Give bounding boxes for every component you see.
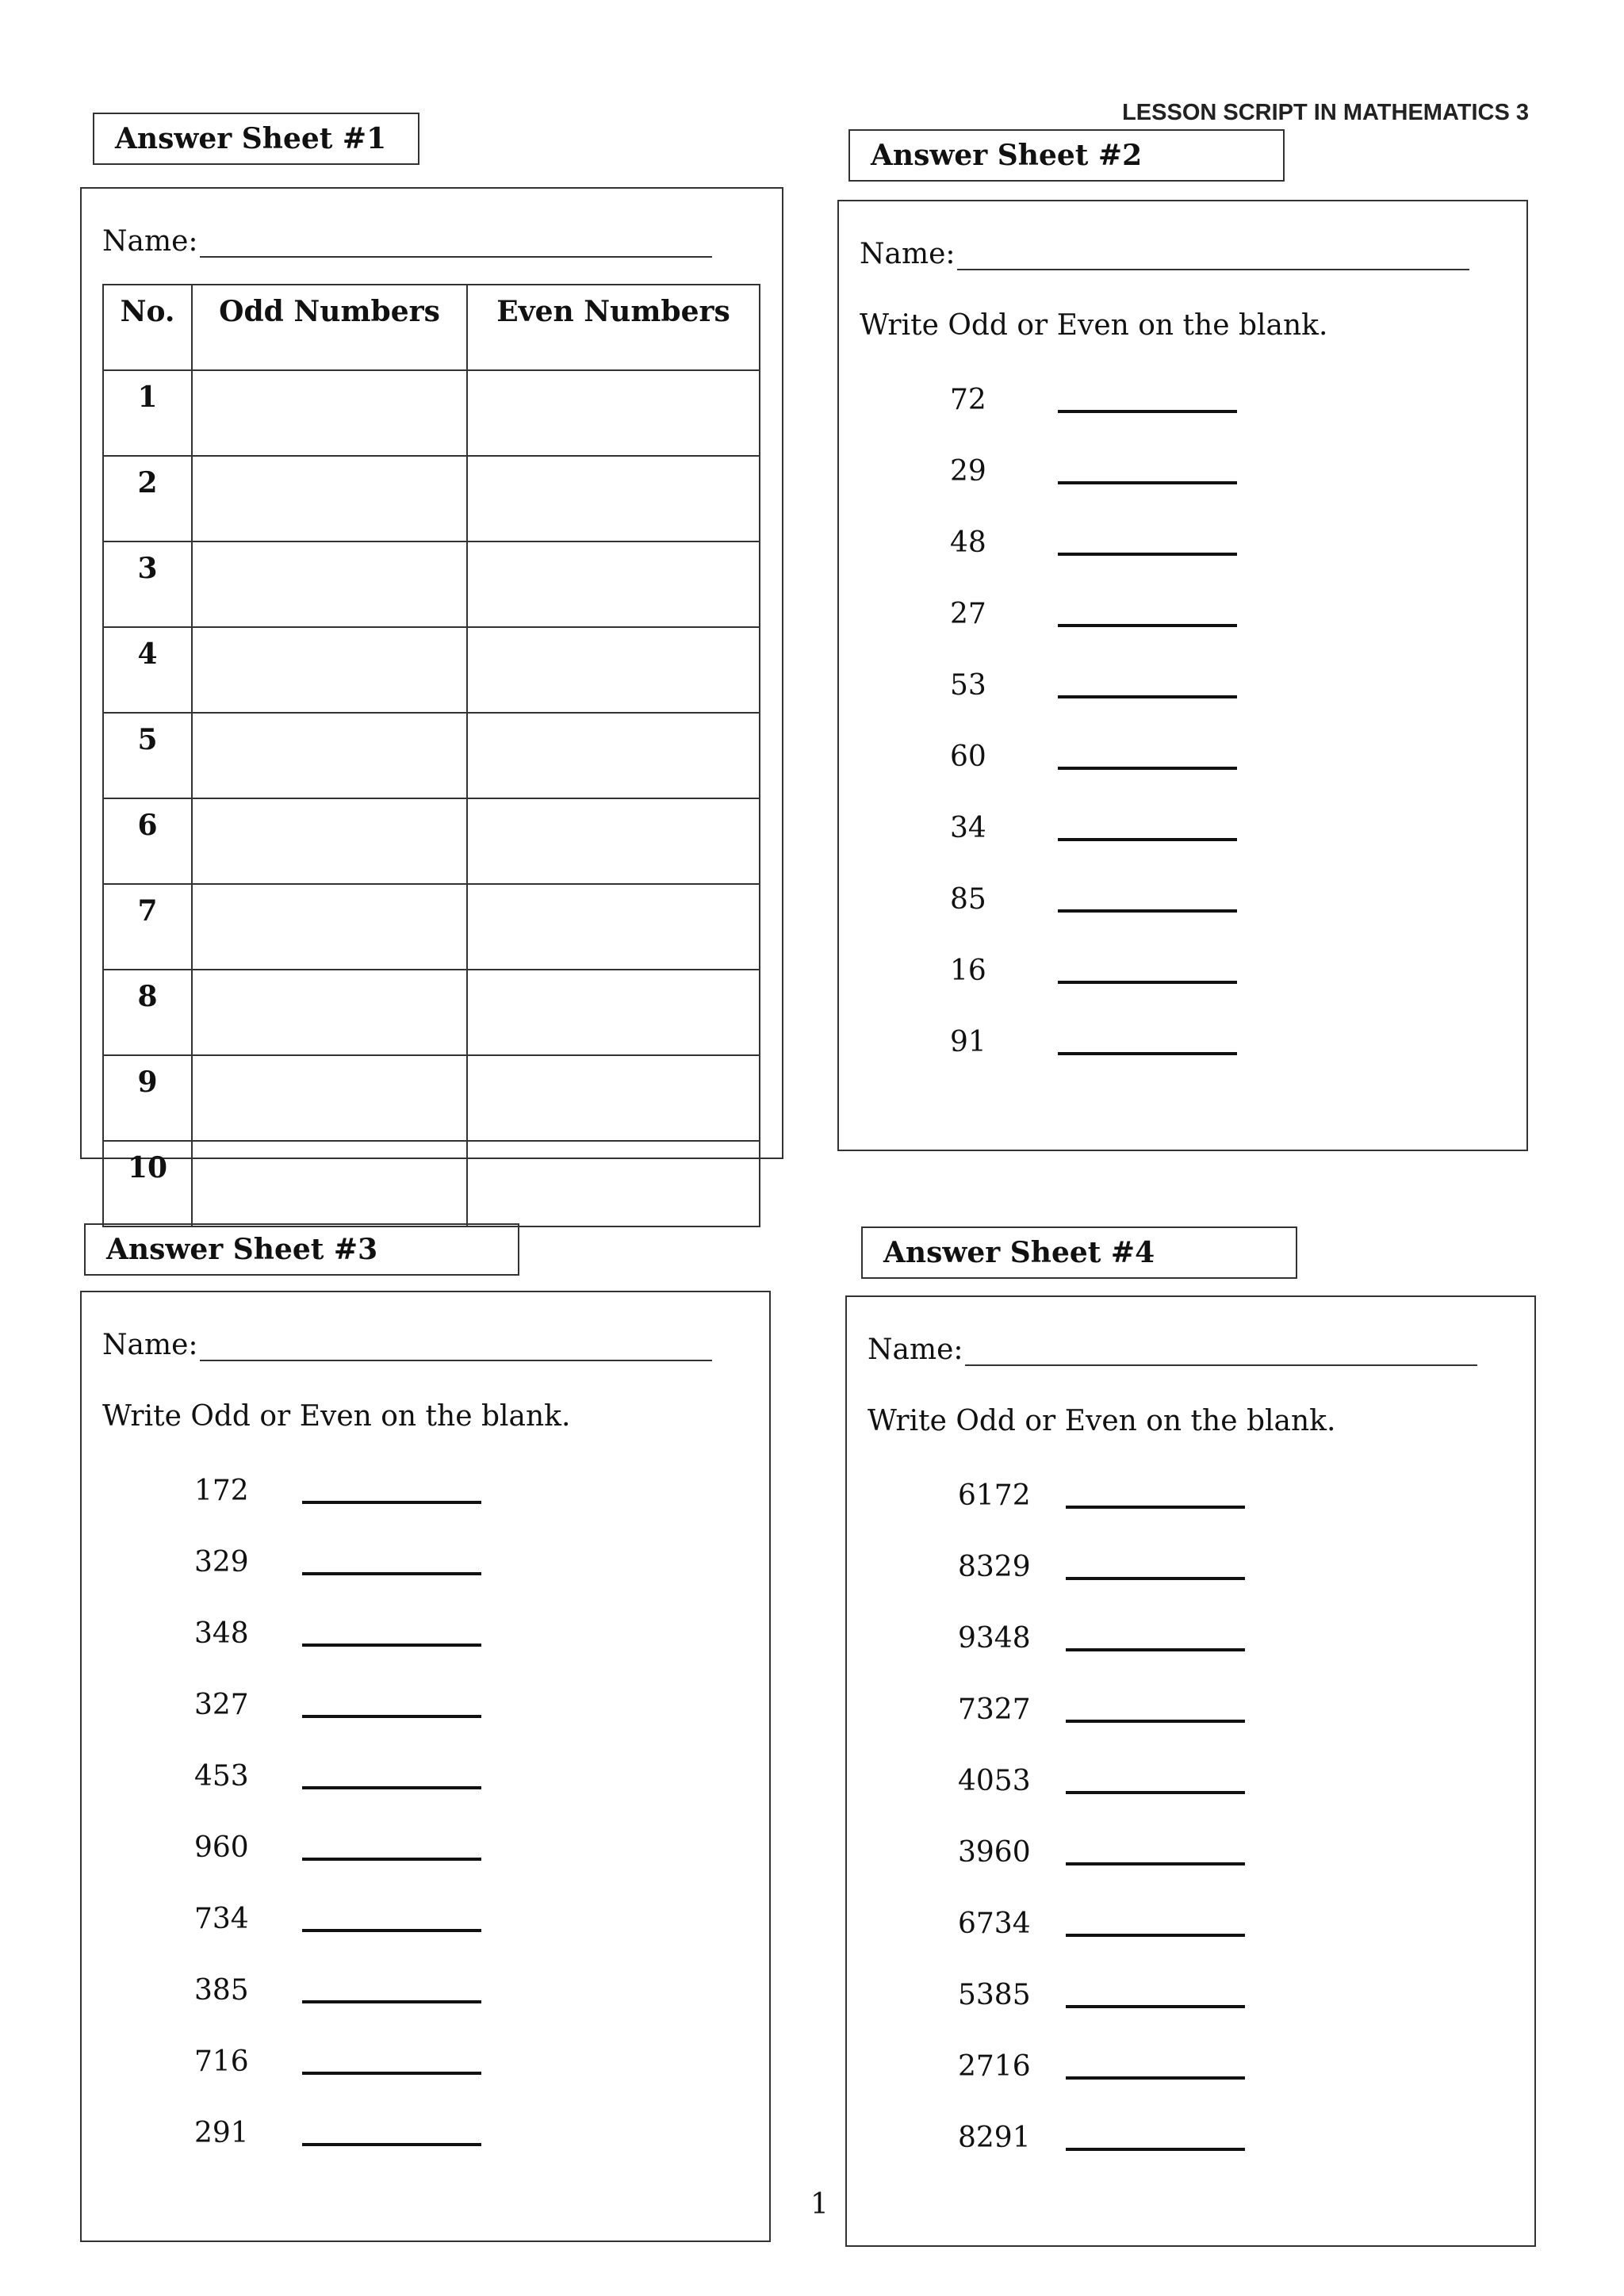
column-header-no: No.: [103, 285, 192, 370]
question-number: 291: [194, 2116, 249, 2149]
odd-number-cell[interactable]: [192, 970, 467, 1055]
odd-number-cell[interactable]: [192, 456, 467, 541]
answer-blank[interactable]: [302, 1762, 481, 1789]
question-item: [194, 1823, 481, 1871]
name-label: Name:: [102, 1329, 198, 1361]
question-item: [950, 1018, 1237, 1066]
instruction-text: Write Odd or Even on the blank.: [102, 1400, 571, 1433]
question-number: 172: [194, 1474, 249, 1507]
table-row: [103, 541, 760, 627]
table-row: [103, 798, 760, 884]
page-number: 1: [810, 2188, 829, 2221]
question-item: [194, 1681, 481, 1728]
even-number-cell[interactable]: [467, 713, 760, 798]
question-number: 34: [950, 811, 986, 844]
answer-blank[interactable]: [302, 2048, 481, 2075]
odd-even-table: [102, 284, 760, 1227]
answer-blank[interactable]: [302, 1834, 481, 1861]
answer-blank[interactable]: [1058, 743, 1237, 770]
question-item: [194, 1752, 481, 1800]
question-number: 91: [950, 1025, 986, 1058]
odd-number-cell[interactable]: [192, 798, 467, 884]
odd-number-cell[interactable]: [192, 627, 467, 713]
answer-sheet-4: [845, 1295, 1536, 2247]
question-item: [958, 1828, 1245, 1876]
question-number: 327: [194, 1688, 249, 1721]
question-item: [958, 1543, 1245, 1590]
row-number: 6: [103, 798, 192, 884]
answer-sheet-4-title: Answer Sheet #4: [861, 1226, 1297, 1279]
row-number: 8: [103, 970, 192, 1055]
question-item: [950, 376, 1237, 423]
answer-sheet-2: [837, 200, 1528, 1151]
even-number-cell[interactable]: [467, 1141, 760, 1226]
odd-number-cell[interactable]: [192, 541, 467, 627]
answer-blank[interactable]: [302, 1976, 481, 2003]
answer-blank[interactable]: [1066, 1910, 1245, 1937]
question-number: 7327: [958, 1693, 1031, 1726]
question-item: [950, 947, 1237, 994]
question-number: 329: [194, 1545, 249, 1578]
table-row: [103, 884, 760, 970]
name-field[interactable]: [200, 1334, 712, 1361]
answer-blank[interactable]: [302, 1477, 481, 1504]
table-row: [103, 1055, 760, 1141]
question-number: 8291: [958, 2121, 1031, 2154]
question-item: [958, 1614, 1245, 1662]
question-number: 3960: [958, 1835, 1031, 1869]
answer-blank[interactable]: [1058, 886, 1237, 913]
odd-number-cell[interactable]: [192, 713, 467, 798]
answer-sheet-3: [80, 1291, 771, 2242]
question-number: 60: [950, 740, 986, 773]
name-row: [860, 238, 1469, 270]
row-number: 10: [103, 1141, 192, 1226]
answer-blank[interactable]: [302, 1620, 481, 1647]
answer-blank[interactable]: [302, 1905, 481, 1932]
answer-blank[interactable]: [1058, 957, 1237, 984]
even-number-cell[interactable]: [467, 370, 760, 456]
name-row: [102, 225, 712, 258]
table-row: [103, 627, 760, 713]
answer-blank[interactable]: [1058, 600, 1237, 627]
question-item: [950, 733, 1237, 780]
question-number: 8329: [958, 1550, 1031, 1583]
question-item: [194, 1895, 481, 1942]
table-row: [103, 970, 760, 1055]
question-number: 6734: [958, 1907, 1031, 1940]
answer-blank[interactable]: [1066, 1482, 1245, 1509]
name-field[interactable]: [200, 231, 712, 258]
answer-blank[interactable]: [1058, 672, 1237, 698]
table-row: [103, 713, 760, 798]
answer-blank[interactable]: [1058, 386, 1237, 413]
even-number-cell[interactable]: [467, 541, 760, 627]
question-number: 5385: [958, 1978, 1031, 2011]
answer-blank[interactable]: [1066, 1696, 1245, 1723]
question-number: 960: [194, 1831, 249, 1864]
question-number: 453: [194, 1759, 249, 1793]
question-number: 72: [950, 383, 986, 416]
question-item: [194, 1467, 481, 1514]
answer-blank[interactable]: [302, 2119, 481, 2146]
answer-blank[interactable]: [1066, 2053, 1245, 2080]
instruction-text: Write Odd or Even on the blank.: [860, 309, 1328, 342]
question-number: 716: [194, 2045, 249, 2078]
answer-sheet-2-title: Answer Sheet #2: [848, 129, 1285, 182]
document-header: LESSON SCRIPT IN MATHEMATICS 3: [1122, 100, 1529, 125]
question-item: [950, 804, 1237, 851]
name-field[interactable]: [957, 243, 1469, 270]
answer-blank[interactable]: [1058, 814, 1237, 841]
even-number-cell[interactable]: [467, 798, 760, 884]
question-number: 16: [950, 954, 986, 987]
odd-number-cell[interactable]: [192, 884, 467, 970]
question-item: [958, 2114, 1245, 2161]
question-number: 53: [950, 668, 986, 702]
even-number-cell[interactable]: [467, 884, 760, 970]
question-number: 85: [950, 882, 986, 916]
question-number: 348: [194, 1617, 249, 1650]
question-item: [950, 447, 1237, 495]
question-number: 6172: [958, 1479, 1031, 1512]
answer-blank[interactable]: [1066, 1624, 1245, 1651]
answer-blank[interactable]: [302, 1691, 481, 1718]
column-header-even: Even Numbers: [467, 285, 760, 370]
answer-blank[interactable]: [1058, 457, 1237, 484]
table-row: [103, 456, 760, 541]
even-number-cell[interactable]: [467, 456, 760, 541]
name-field[interactable]: [965, 1339, 1477, 1366]
question-item: [194, 2038, 481, 2085]
question-item: [958, 1757, 1245, 1804]
answer-blank[interactable]: [1058, 1028, 1237, 1055]
answer-blank[interactable]: [1066, 1839, 1245, 1866]
answer-blank[interactable]: [1066, 1553, 1245, 1580]
question-item: [958, 1971, 1245, 2019]
answer-sheet-1: [80, 187, 783, 1184]
row-number: 3: [103, 541, 192, 627]
column-header-odd: Odd Numbers: [192, 285, 467, 370]
row-number: 2: [103, 456, 192, 541]
question-item: [194, 1609, 481, 1657]
name-label: Name:: [868, 1334, 963, 1366]
row-number: 1: [103, 370, 192, 456]
answer-blank[interactable]: [302, 1548, 481, 1575]
even-number-cell[interactable]: [467, 627, 760, 713]
question-number: 9348: [958, 1621, 1031, 1655]
question-item: [958, 1900, 1245, 1947]
question-item: [950, 590, 1237, 637]
table-body: [103, 370, 760, 1226]
name-label: Name:: [860, 238, 956, 270]
even-number-cell[interactable]: [467, 1055, 760, 1141]
answer-blank[interactable]: [1066, 1767, 1245, 1794]
answer-blank[interactable]: [1058, 529, 1237, 556]
odd-number-cell[interactable]: [192, 370, 467, 456]
question-item: [194, 2109, 481, 2156]
row-number: 4: [103, 627, 192, 713]
answer-sheet-1-title: Answer Sheet #1: [93, 113, 419, 165]
answer-sheet-3-title: Answer Sheet #3: [84, 1223, 519, 1276]
question-item: [194, 1966, 481, 2014]
row-number: 7: [103, 884, 192, 970]
question-item: [958, 1471, 1245, 1519]
table-row: [103, 1141, 760, 1226]
question-item: [950, 519, 1237, 566]
question-item: [958, 1686, 1245, 1733]
even-number-cell[interactable]: [467, 970, 760, 1055]
name-label: Name:: [102, 225, 198, 258]
odd-number-cell[interactable]: [192, 1141, 467, 1226]
row-number: 9: [103, 1055, 192, 1141]
table-header-row: [103, 285, 760, 370]
question-item: [950, 661, 1237, 709]
question-number: 29: [950, 454, 986, 488]
question-number: 734: [194, 1902, 249, 1935]
answer-blank[interactable]: [1066, 2124, 1245, 2151]
question-item: [194, 1538, 481, 1586]
question-number: 385: [194, 1973, 249, 2007]
question-number: 27: [950, 597, 986, 630]
question-number: 4053: [958, 1764, 1031, 1797]
row-number: 5: [103, 713, 192, 798]
question-item: [958, 2042, 1245, 2090]
odd-number-cell[interactable]: [192, 1055, 467, 1141]
name-row: [868, 1334, 1477, 1366]
table-row: [103, 370, 760, 456]
name-row: [102, 1329, 712, 1361]
question-number: 48: [950, 526, 986, 559]
question-item: [950, 875, 1237, 923]
answer-blank[interactable]: [1066, 1981, 1245, 2008]
instruction-text: Write Odd or Even on the blank.: [868, 1405, 1336, 1437]
question-number: 2716: [958, 2049, 1031, 2083]
